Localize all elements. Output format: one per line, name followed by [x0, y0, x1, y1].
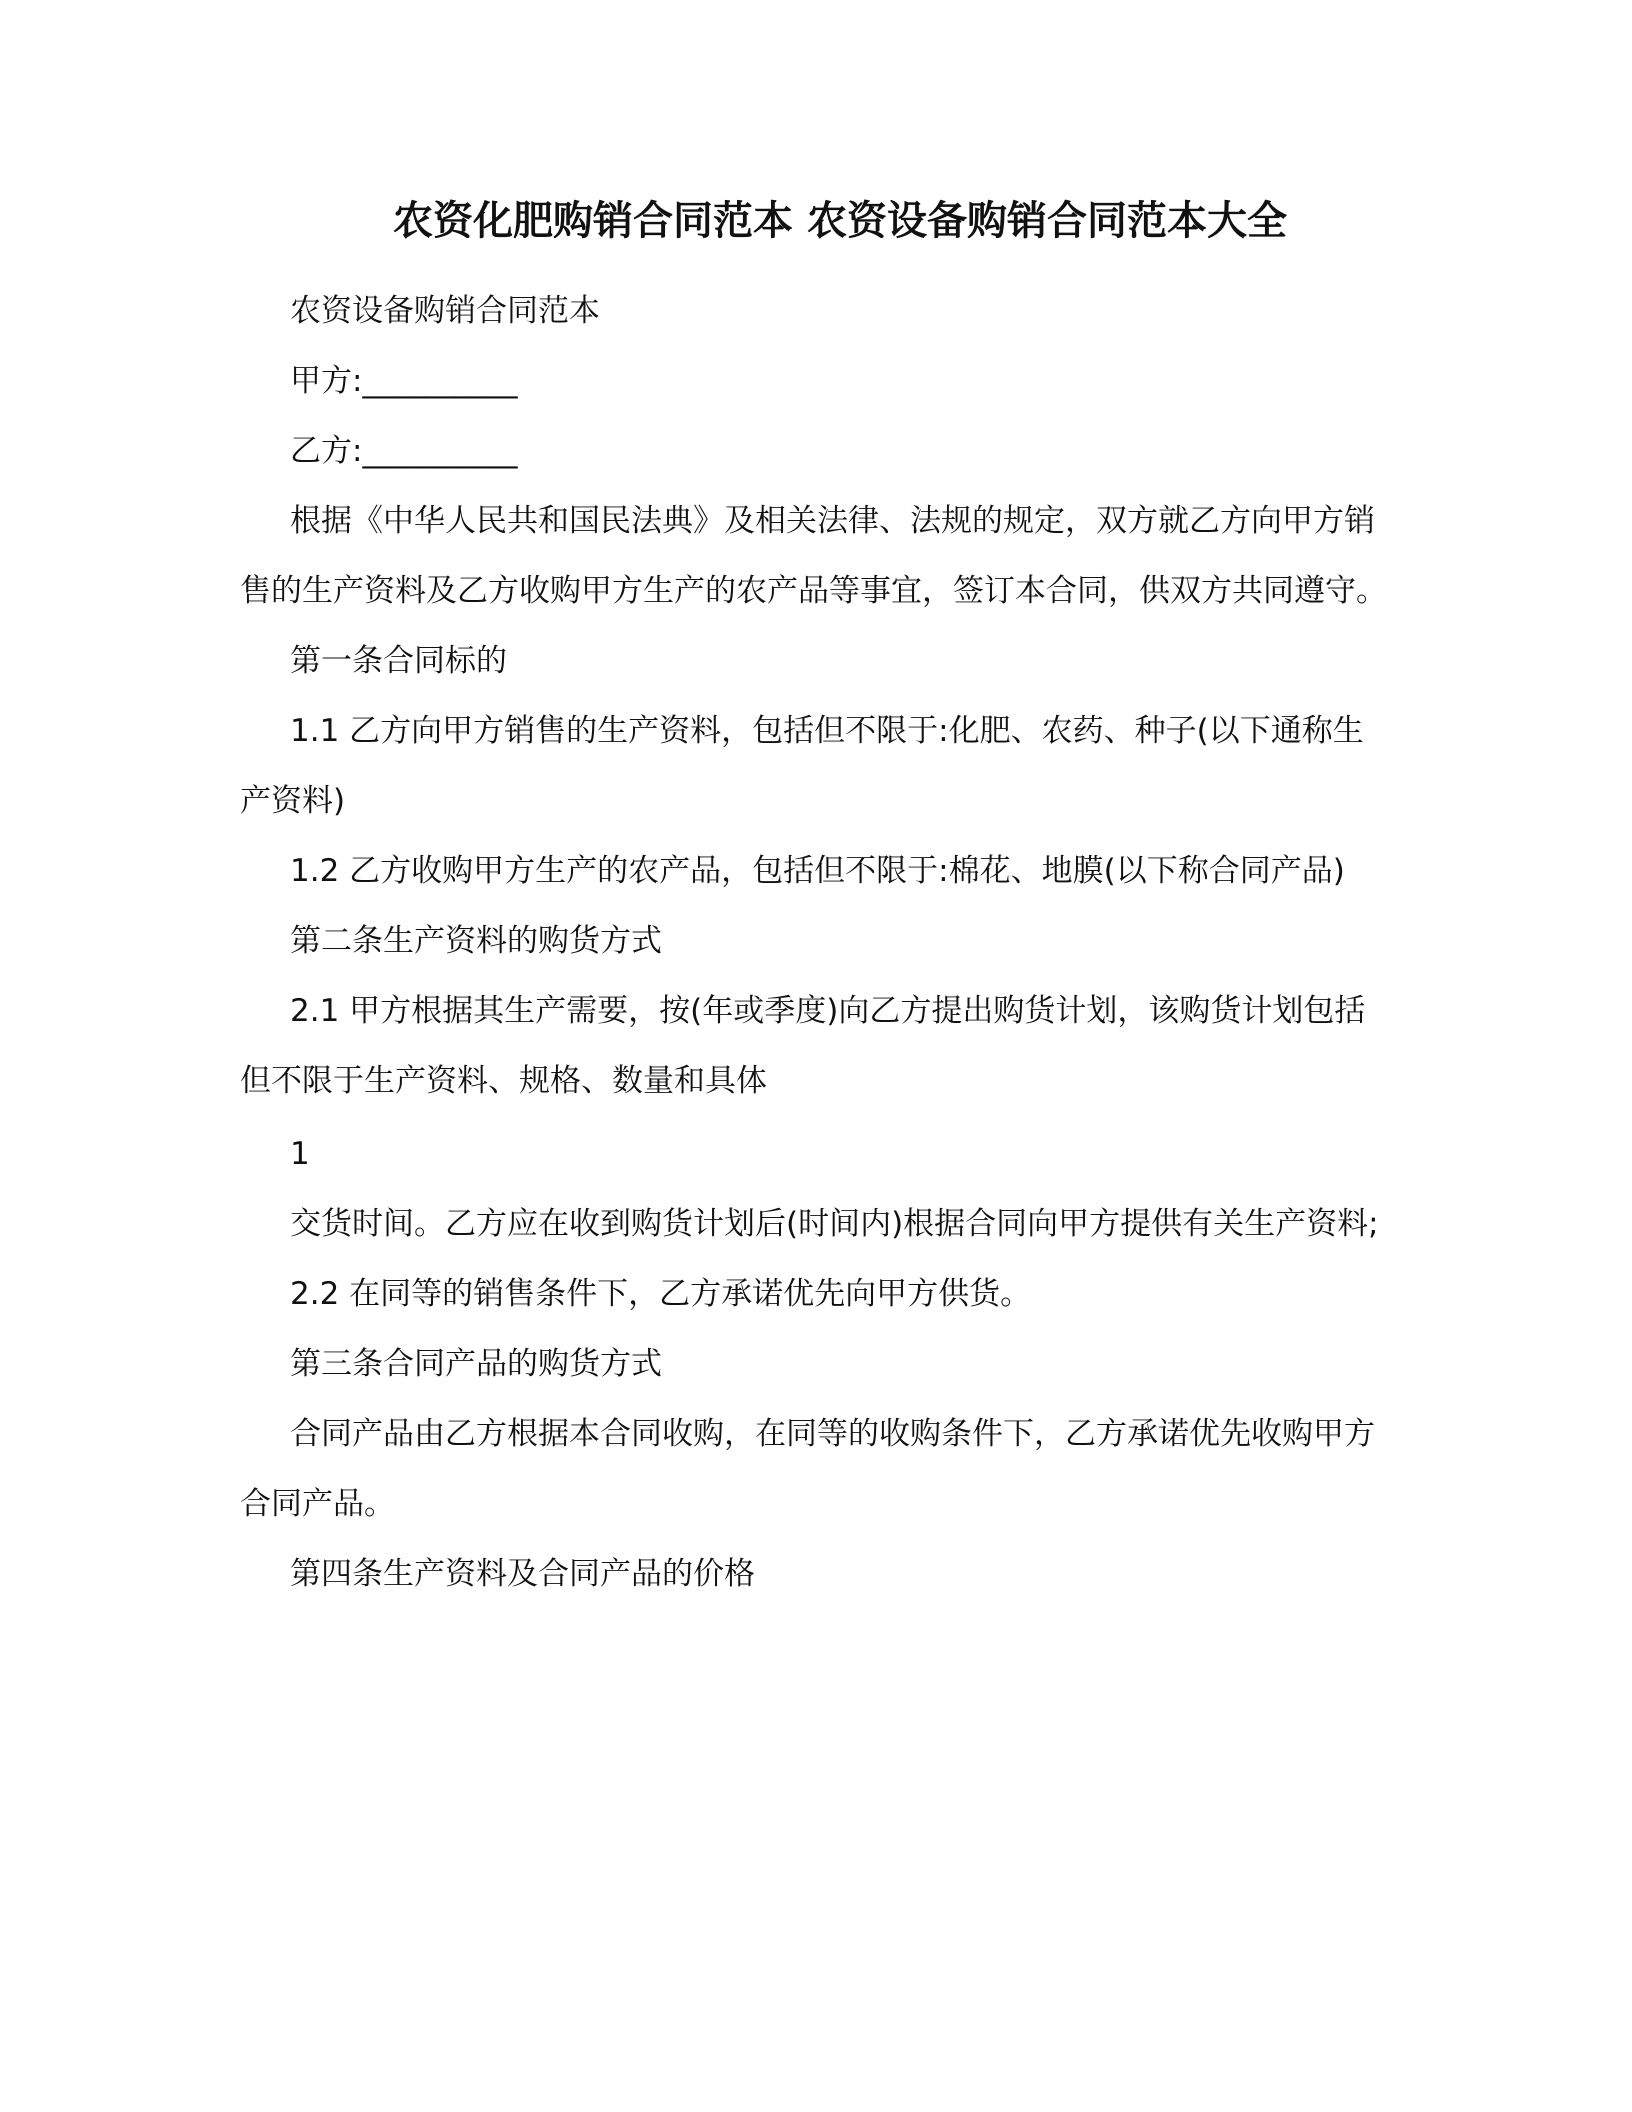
paragraph-article-1-heading: 第一条合同标的 [290, 643, 507, 679]
paragraph-party-a: 甲方:__________ [290, 363, 518, 399]
paragraph-clause-1-1: 1.1 乙方向甲方销售的生产资料，包括但不限于:化肥、农药、种子(以下通称生产资料) [240, 713, 1364, 819]
paragraph-article-3-heading: 第三条合同产品的购货方式 [290, 1346, 662, 1382]
paragraph-party-b: 乙方:__________ [290, 433, 518, 469]
paragraph-article-2-heading: 第二条生产资料的购货方式 [290, 923, 662, 959]
paragraph-clause-2-2: 2.2 在同等的销售条件下，乙方承诺优先向甲方供货。 [290, 1276, 1032, 1312]
paragraph-clause-2-1: 2.1 甲方根据其生产需要，按(年或季度)向乙方提出购货计划，该购货计划包括但不限于生产资料、规格、数量和具体 [240, 993, 1366, 1099]
paragraph-article-4-heading: 第四条生产资料及合同产品的价格 [290, 1556, 755, 1592]
paragraph-article-3-body: 合同产品由乙方根据本合同收购，在同等的收购条件下，乙方承诺优先收购甲方合同产品。 [240, 1416, 1375, 1522]
document-body [240, 276, 1390, 1609]
paragraph-clause-1-2: 1.2 乙方收购甲方生产的农产品，包括但不限于:棉花、地膜(以下称合同产品) [290, 853, 1345, 889]
document-title: 农资化肥购销合同范本 农资设备购销合同范本大全 [393, 198, 1287, 244]
paragraph-delivery-time: 交货时间。乙方应在收到购货计划后(时间内)根据合同向甲方提供有关生产资料; [290, 1206, 1379, 1242]
page-number: 1 [290, 1136, 310, 1172]
paragraph-preamble: 根据《中华人民共和国民法典》及相关法律、法规的规定，双方就乙方向甲方销售的生产资料及乙方收购甲方生产的农产品等事宜，签订本合同，供双方共同遵守。 [240, 503, 1387, 609]
paragraph-subtitle: 农资设备购销合同范本 [290, 293, 600, 329]
